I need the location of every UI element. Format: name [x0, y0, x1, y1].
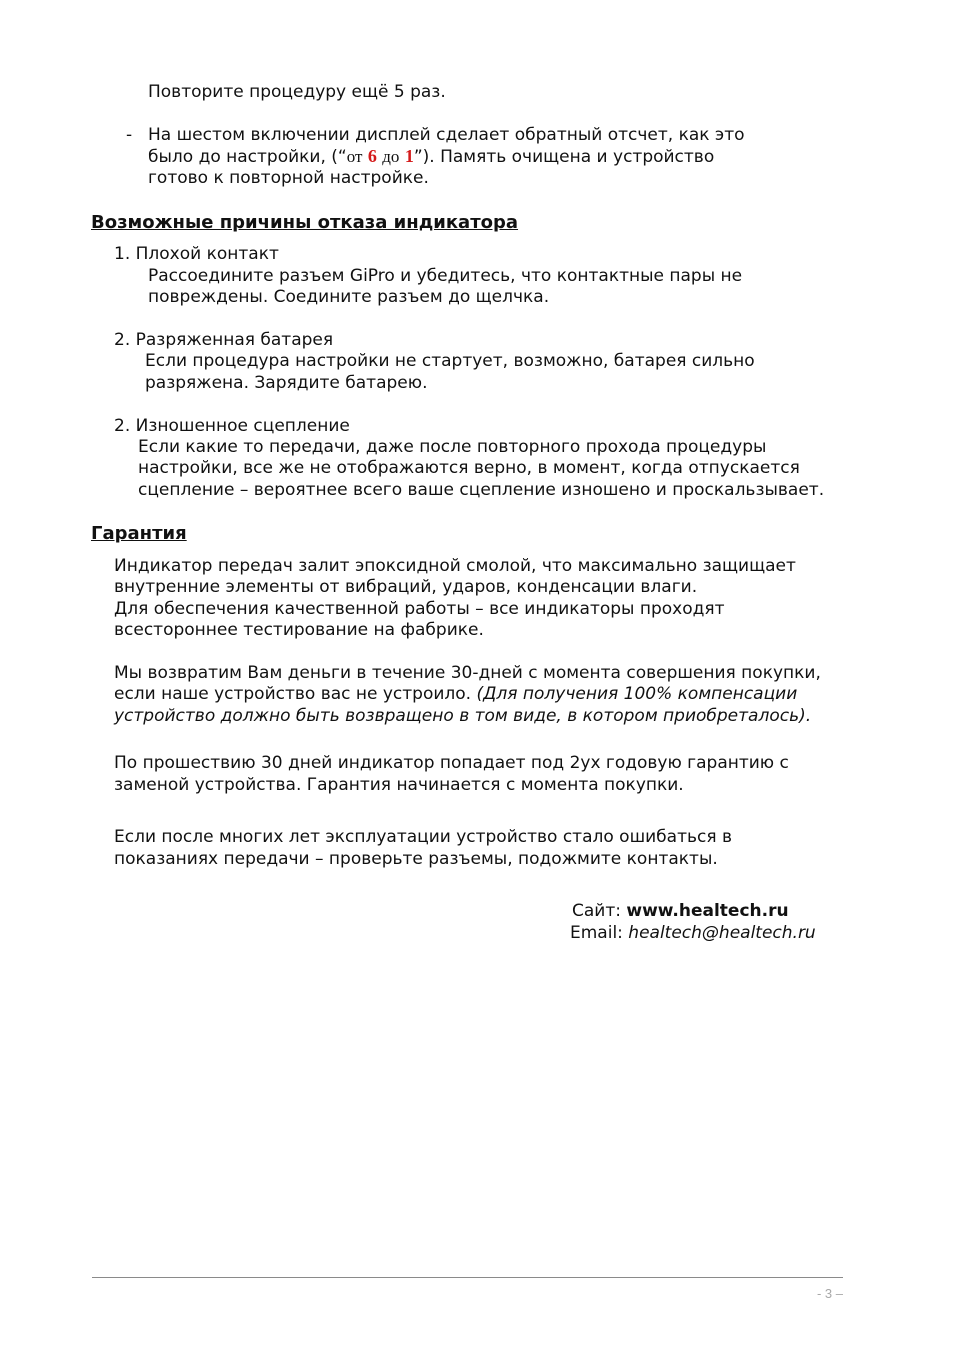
refund-line-2	[114, 684, 797, 706]
advice-line-2: показаниях передачи – проверьте разъемы, подожмите контакты.	[114, 849, 718, 869]
cause-1-line-2: повреждены. Соедините разъем до щелчка.	[148, 287, 550, 307]
site-contact	[572, 901, 789, 923]
refund-line-2-italic: (Для получения 100% компенсации	[476, 684, 798, 704]
cause-3-line-3: сцепление – вероятнее всего ваше сцепление изношено и проскальзывает.	[138, 480, 825, 500]
email-link[interactable]: healtech@healtech.ru	[628, 923, 816, 943]
bullet-line-3: готово к повторной настройке.	[148, 168, 429, 188]
refund-line-1: Мы возвратим Вам деньги в течение 30-дней с момента совершения покупки,	[114, 663, 821, 683]
repeat-instruction: Повторите процедуру ещё 5 раз.	[148, 82, 446, 102]
warranty-p1-line-3: Для обеспечения качественной работы – все индикаторы проходят	[114, 599, 725, 619]
bullet-line-2-after: ”). Память очищена и устройство	[413, 147, 715, 167]
site-link[interactable]: www.healtech.ru	[626, 901, 789, 921]
cause-3-line-2: настройки, все же не отображаются верно, в момент, когда отпускается	[138, 458, 800, 478]
bullet-line-2	[148, 146, 714, 169]
warranty-p1-line-2: внутренние элементы от вибраций, ударов, конденсации влаги.	[114, 577, 698, 597]
warranty-p1-line-1: Индикатор передач залит эпоксидной смолой, что максимально защищает	[114, 556, 796, 576]
email-label: Email:	[570, 923, 629, 943]
word-from: от	[346, 147, 363, 166]
cause-1-line-1: Рассоедините разъем GiPro и убедитесь, что контактные пары не	[148, 266, 743, 286]
warranty-p1-line-4: всестороннее тестирование на фабрике.	[114, 620, 484, 640]
refund-line-3: устройство должно быть возвращено в том виде, в котором приобреталось).	[114, 706, 812, 726]
count-start-6: 6	[367, 146, 377, 166]
bullet-line-1: На шестом включении дисплей сделает обратный отсчет, как это	[148, 125, 745, 145]
cause-2-line-2: разряжена. Зарядите батарею.	[145, 373, 428, 393]
cause-3-title: 2. Изношенное сцепление	[114, 416, 350, 436]
advice-line-1: Если после многих лет эксплуатации устройство стало ошибаться в	[114, 827, 732, 847]
cause-2-title: 2. Разряженная батарея	[114, 330, 334, 350]
email-contact	[570, 923, 816, 945]
bullet-marker: -	[126, 125, 133, 145]
bullet-line-2-before: было до настройки, (“	[148, 147, 347, 167]
count-end-1: 1	[404, 146, 414, 166]
failure-causes-heading: Возможные причины отказа индикатора	[91, 212, 519, 233]
warranty-term-line-2: заменой устройства. Гарантия начинается с момента покупки.	[114, 775, 684, 795]
page-number: - 3 –	[816, 1286, 843, 1301]
cause-3-line-1: Если какие то передачи, даже после повторного прохода процедуры	[138, 437, 767, 457]
site-label: Сайт:	[572, 901, 627, 921]
word-to: до	[382, 147, 400, 166]
warranty-term-line-1: По прошествию 30 дней индикатор попадает под 2ух годовую гарантию с	[114, 753, 789, 773]
cause-1-title: 1. Плохой контакт	[114, 244, 279, 264]
refund-line-2-plain: если наше устройство вас не устроило.	[114, 684, 477, 704]
footer-divider	[92, 1277, 843, 1278]
warranty-heading: Гарантия	[91, 523, 187, 544]
cause-2-line-1: Если процедура настройки не стартует, возможно, батарея сильно	[145, 351, 755, 371]
